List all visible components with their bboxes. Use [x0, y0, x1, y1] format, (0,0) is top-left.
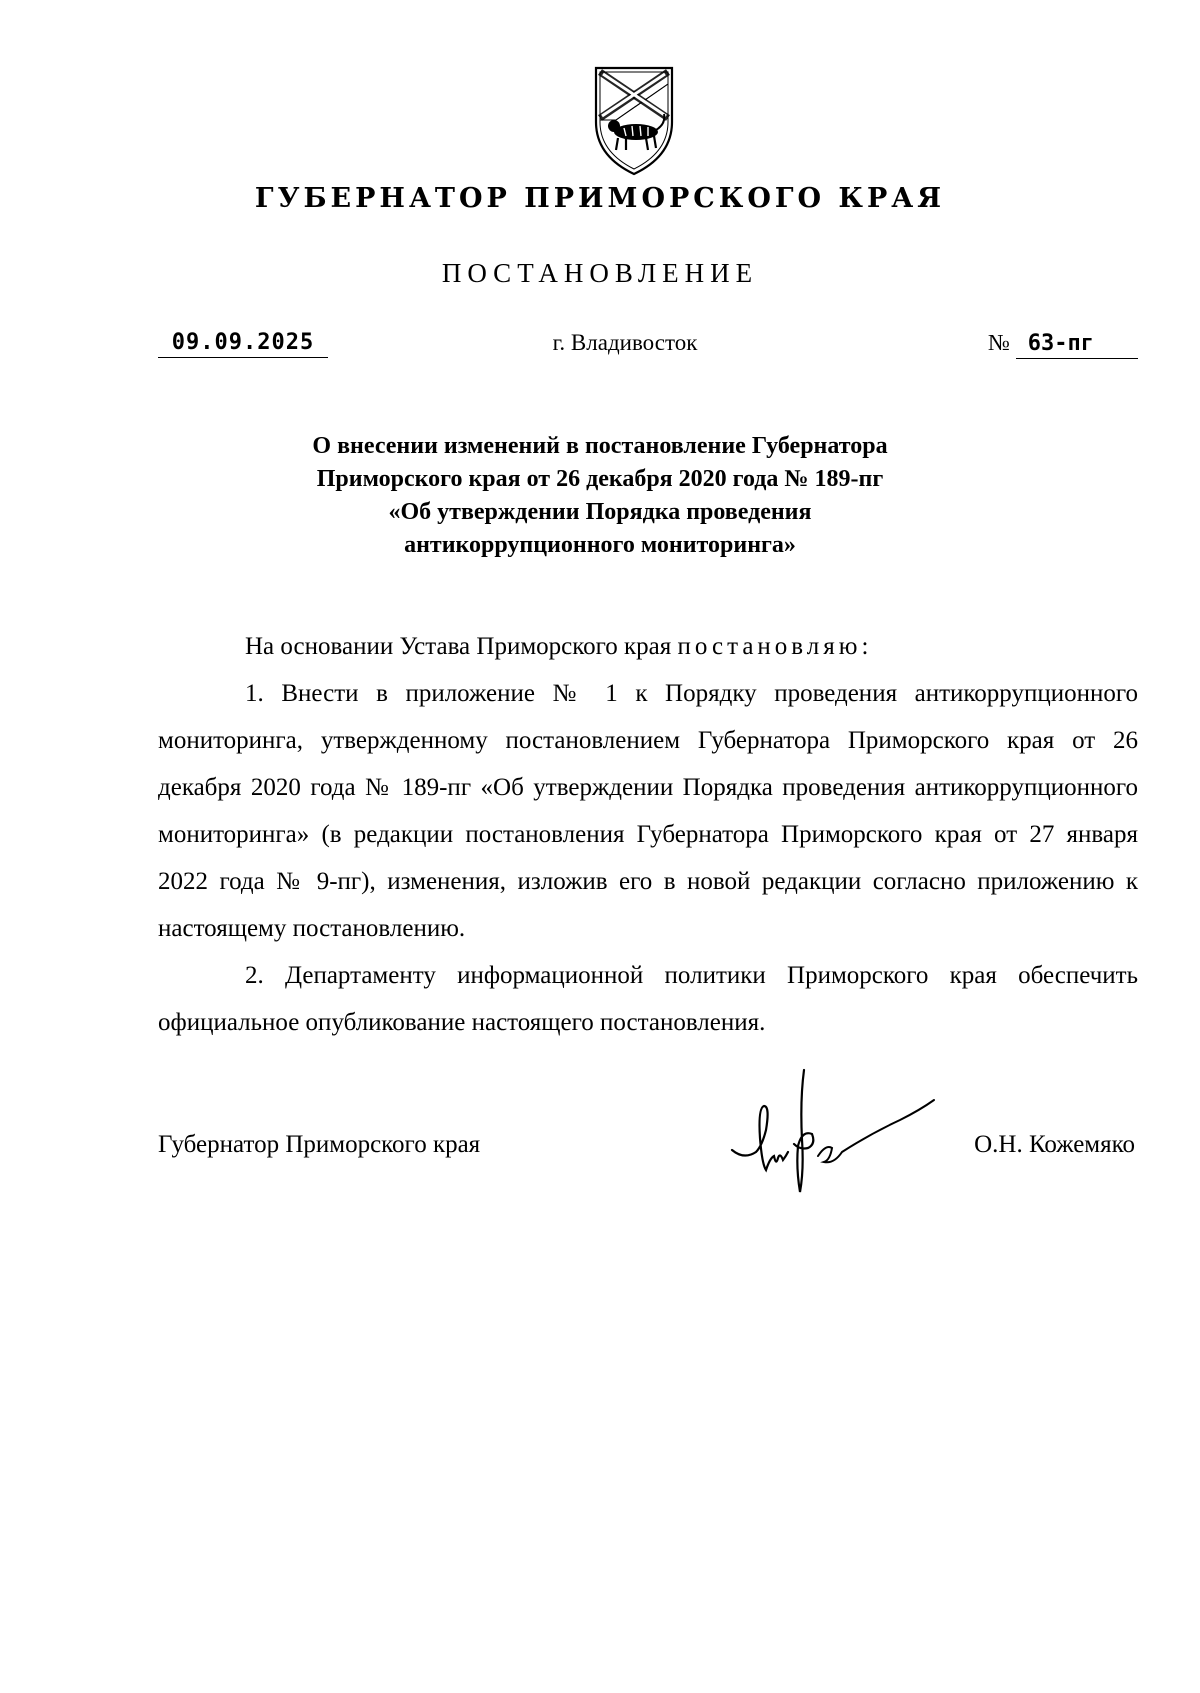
clause-1: 1. Внести в приложение № 1 к Порядку проведения антикоррупционного мониторинга, утвержденному постановлением Губернатора Приморского края от 26 декабря 2020 года № 189-пг «Об утверждении Порядка проведения антикоррупционного мониторинга» (в редакции постановления Губернатора Приморского края от 27 января 2022 года № 9-пг), изменения, изложив его в новой редакции согласно приложению к настоящему постановлению.	[158, 680, 1138, 942]
document-title	[240, 430, 960, 562]
coat-of-arms-icon	[586, 64, 682, 178]
title-line-4: антикоррупционного мониторинга»	[404, 532, 796, 558]
issuing-authority: ГУБЕРНАТОР ПРИМОРСКОГО КРАЯ	[254, 183, 946, 214]
intro-decree-word: постановляю	[677, 633, 862, 660]
signatory-title: Губернатор Приморского края	[158, 1131, 481, 1158]
intro-lead: На основании Устава Приморского края	[245, 633, 672, 660]
number-value: 63-пг	[1016, 331, 1138, 359]
clause-2: 2. Департаменту информационной политики Приморского края обеспечить официальное опубликование настоящего постановления.	[158, 962, 1138, 1036]
title-line-2: Приморского края от 26 декабря 2020 года № 189-пг	[316, 466, 884, 492]
title-line-1: О внесении изменений в постановление Губернатора	[312, 433, 888, 459]
intro-paragraph	[158, 623, 1138, 670]
document-type: ПОСТАНОВЛЕНИЕ	[441, 258, 759, 288]
document-body	[158, 623, 1138, 1046]
signature-icon	[720, 1060, 950, 1200]
document-city: г. Владивосток	[552, 330, 698, 355]
title-line-3: «Об утверждении Порядка проведения	[388, 499, 812, 525]
document-date: 09.09.2025	[158, 330, 328, 358]
document-number	[988, 330, 1138, 359]
signatory-name: О.Н. Кожемяко	[974, 1131, 1135, 1158]
intro-colon: :	[861, 633, 869, 660]
number-sign: №	[988, 330, 1010, 355]
